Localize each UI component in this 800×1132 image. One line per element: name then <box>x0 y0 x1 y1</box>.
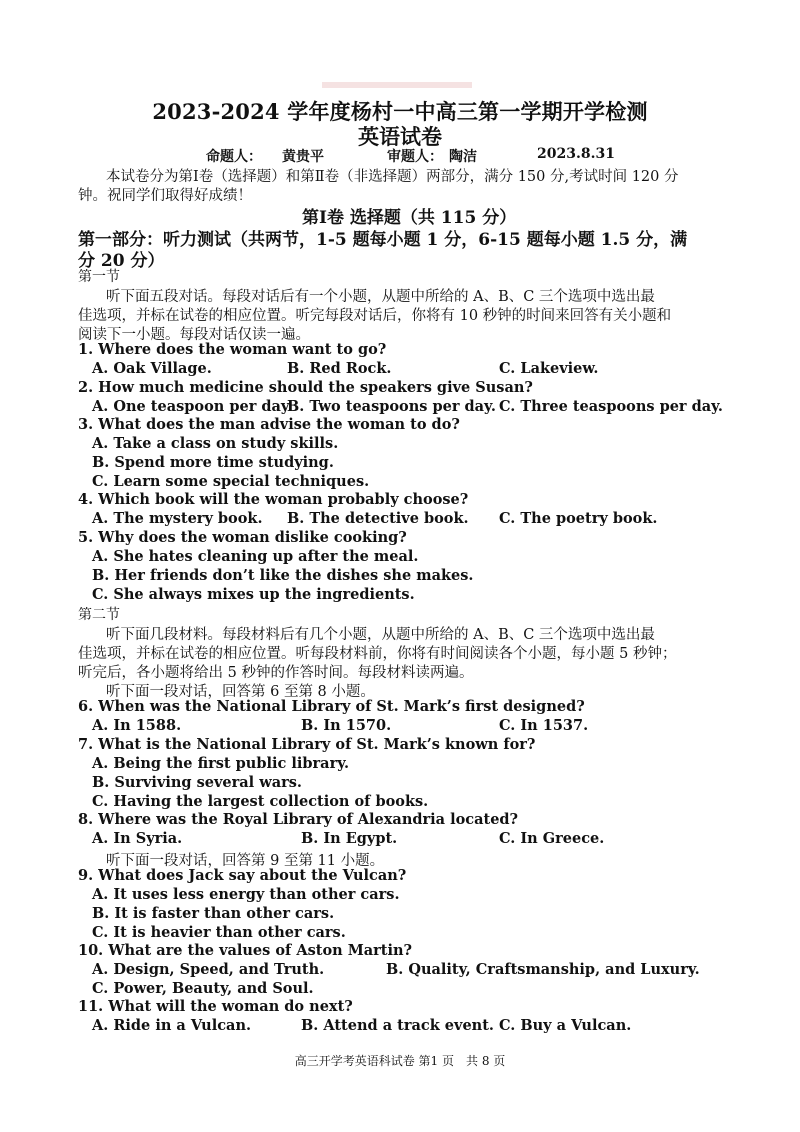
section2-instruction-2: 佳选项，并标在试卷的相应位置。听每段材料前，你将有时间阅读各个小题，每小题 5 秒钟； <box>78 646 677 662</box>
q9-option-b: B. It is faster than other cars. <box>92 905 335 922</box>
reviewer-name: 陶洁 <box>449 149 477 165</box>
reviewer-label: 审题人： <box>387 149 443 165</box>
section2-instruction-3: 听完后，各小题将给出 5 秒钟的作答时间。每段材料读两遍。 <box>78 665 474 681</box>
q7-option-b: B. Surviving several wars. <box>92 774 302 791</box>
question-1: 1. Where does the woman want to go? <box>78 341 387 358</box>
q10-option-b: B. Quality, Craftsmanship, and Luxury. <box>386 961 700 978</box>
question-2: 2. How much medicine should the speakers give Susan? <box>78 379 533 396</box>
section1-instruction-2: 佳选项，并标在试卷的相应位置。听完每段对话后，你将有 10 秒钟的时间来回答有关小题和 <box>78 308 672 324</box>
question-3: 3. What does the man advise the woman to do? <box>78 416 460 433</box>
q7-option-c: C. Having the largest collection of books. <box>92 793 429 810</box>
question-4: 4. Which book will the woman probably choose? <box>78 491 469 508</box>
q5-option-c: C. She always mixes up the ingredients. <box>92 586 415 603</box>
exam-subject-title: 英语试卷 <box>358 124 442 149</box>
q6-option-a: A. In 1588. <box>92 717 182 734</box>
intro-line-2: 钟。祝同学们取得好成绩！ <box>78 188 252 204</box>
q1-option-c: C. Lakeview. <box>499 360 599 377</box>
q11-option-a: A. Ride in a Vulcan. <box>92 1017 252 1034</box>
q8-option-a: A. In Syria. <box>92 830 183 847</box>
q4-option-b: B. The detective book. <box>287 510 469 527</box>
q4-option-a: A. The mystery book. <box>92 510 263 527</box>
part1-title-line-1: 第一部分：听力测试（共两节，1-5 题每小题 1 分，6-15 题每小题 1.5 分，满 <box>78 230 688 250</box>
question-10: 10. What are the values of Aston Martin? <box>78 942 413 959</box>
question-7: 7. What is the National Library of St. Mark’s known for? <box>78 736 536 753</box>
section2-label: 第二节 <box>78 607 120 623</box>
q9-option-c: C. It is heavier than other cars. <box>92 924 346 941</box>
q7-option-a: A. Being the first public library. <box>92 755 350 772</box>
author-label: 命题人： <box>206 149 262 165</box>
part1-title-line-2: 分 20 分） <box>78 251 165 271</box>
section2-instruction-1: 听下面几段材料。每段材料后有几个小题，从题中所给的 A、B、C 三个选项中选出最 <box>106 627 655 643</box>
section1-instruction-1: 听下面五段对话。每段对话后有一个小题，从题中所给的 A、B、C 三个选项中选出最 <box>106 289 655 305</box>
question-11: 11. What will the woman do next? <box>78 998 353 1015</box>
question-9: 9. What does Jack say about the Vulcan? <box>78 867 407 884</box>
author-name: 黄贵平 <box>282 149 324 165</box>
q8-option-b: B. In Egypt. <box>301 830 398 847</box>
q10-option-c: C. Power, Beauty, and Soul. <box>92 980 314 997</box>
section1-label: 第一节 <box>78 269 120 285</box>
q1-option-a: A. Oak Village. <box>92 360 212 377</box>
faint-stamp-mark <box>322 80 472 90</box>
q3-option-a: A. Take a class on study skills. <box>92 435 339 452</box>
page-footer: 高三开学考英语科试卷 第1 页 共 8 页 <box>294 1054 506 1068</box>
q2-option-c: C. Three teaspoons per day. <box>499 398 723 415</box>
question-5: 5. Why does the woman dislike cooking? <box>78 529 407 546</box>
q10-option-a: A. Design, Speed, and Truth. <box>92 961 325 978</box>
q11-option-b: B. Attend a track event. <box>301 1017 494 1034</box>
q9-option-a: A. It uses less energy than other cars. <box>92 886 400 903</box>
question-6: 6. When was the National Library of St. Mark’s first designed? <box>78 698 585 715</box>
q11-option-c: C. Buy a Vulcan. <box>499 1017 632 1034</box>
q3-option-b: B. Spend more time studying. <box>92 454 334 471</box>
q5-option-b: B. Her friends don’t like the dishes she makes. <box>92 567 474 584</box>
question-8: 8. Where was the Royal Library of Alexandria located? <box>78 811 519 828</box>
section1-instruction-3: 阅读下一小题。每段对话仅读一遍。 <box>78 327 310 343</box>
q3-option-c: C. Learn some special techniques. <box>92 473 370 490</box>
exam-title: 2023-2024 学年度杨村一中高三第一学期开学检测 <box>152 99 648 124</box>
q6-option-b: B. In 1570. <box>301 717 392 734</box>
q1-option-b: B. Red Rock. <box>287 360 392 377</box>
q4-option-c: C. The poetry book. <box>499 510 658 527</box>
q8-option-c: C. In Greece. <box>499 830 605 847</box>
q2-option-b: B. Two teaspoons per day. <box>287 398 496 415</box>
volume-title: 第Ⅰ卷 选择题（共 115 分） <box>302 208 517 228</box>
exam-date: 2023.8.31 <box>537 146 615 162</box>
q2-option-a: A. One teaspoon per day. <box>92 398 293 415</box>
q5-option-a: A. She hates cleaning up after the meal. <box>92 548 419 565</box>
group-instruction-9-11: 听下面一段对话，回答第 9 至第 11 小题。 <box>106 853 385 869</box>
group-instruction-6-8: 听下面一段对话，回答第 6 至第 8 小题。 <box>106 684 375 700</box>
intro-line-1: 本试卷分为第Ⅰ卷（选择题）和第Ⅱ卷（非选择题）两部分，满分 150 分,考试时间 120 分 <box>106 169 679 185</box>
q6-option-c: C. In 1537. <box>499 717 589 734</box>
